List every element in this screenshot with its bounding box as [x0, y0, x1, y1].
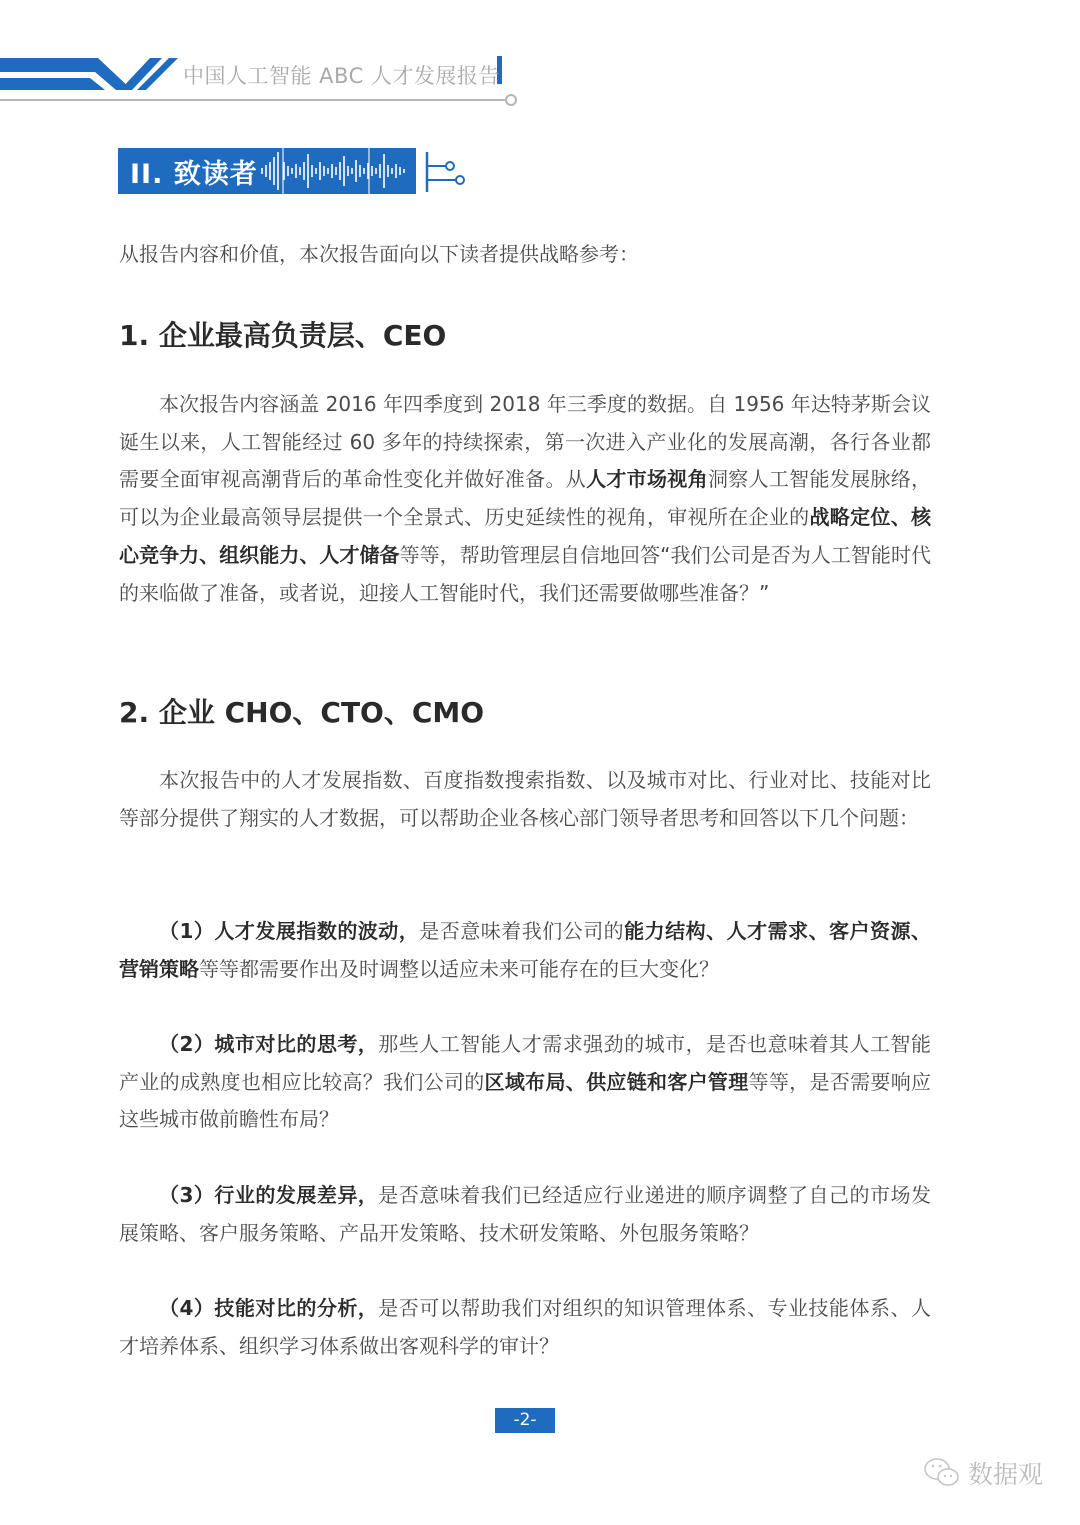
heading-cxo: 2. 企业 CHO、CTO、CMO	[119, 696, 485, 729]
intro-text: 从报告内容和价值，本次报告面向以下读者提供战略参考：	[119, 242, 639, 266]
text: 本次报告内容涵盖 2016 年四季度到 2018 年三季度的数据。自 1956 年达特茅斯会议诞生以来，人工智能经过 60 多年的持续探索，第一次进入产业化的发展高潮，各行各业都需要全面审视高潮背后的革命性变化并做好准备。从	[119, 392, 931, 492]
text: 是否可以帮助我们对组织的知识管理体系、专业技能体系、人才培养体系、组织学习体系做出客观科学的审计？	[119, 1296, 932, 1358]
sound-wave-icon	[258, 148, 416, 194]
question-4	[119, 1290, 931, 1365]
emphasis-text: （4）技能对比的分析，	[159, 1296, 379, 1320]
circuit-connector-icon	[424, 150, 468, 194]
text: 等等都需要作出及时调整以适应未来可能存在的巨大变化？	[199, 956, 719, 981]
wechat-watermark	[922, 1455, 1043, 1491]
text: 等等，帮助管理层自信地回答“我们公司是否为人工智能时代的来临做了准备，或者说，迎接人工智能时代，我们还需要做哪些准备？”	[119, 542, 931, 605]
question-1	[119, 913, 931, 988]
text: 洞察人工智能发展脉络，可以为企业最高领导层提供一个全景式、历史延续性的视角，审视所在企业的	[119, 467, 932, 530]
emphasis-text: （2）城市对比的思考，	[159, 1032, 379, 1056]
text: 是否意味着我们已经适应行业递进的顺序调整了自己的市场发展策略、客户服务策略、产品开发策略、技术研发策略、外包服务策略？	[119, 1183, 932, 1245]
report-title: 中国人工智能 ABC 人才发展报告	[183, 64, 500, 88]
ceo-paragraph	[119, 386, 931, 612]
emphasis-text: 能力结构、人才需求、客户资源、营销策略	[119, 919, 932, 981]
wechat-icon	[922, 1455, 962, 1491]
question-3	[119, 1177, 931, 1252]
question-2	[119, 1026, 931, 1139]
text: 是否意味着我们公司的	[419, 919, 625, 943]
report-header	[0, 48, 530, 108]
cxo-paragraph: 本次报告中的人才发展指数、百度指数搜索指数、以及城市对比、行业对比、技能对比等部分提供了翔实的人才数据，可以帮助企业各核心部门领导者思考和回答以下几个问题：	[119, 768, 931, 830]
emphasis-text: （3）行业的发展差异，	[159, 1183, 379, 1207]
emphasis-text: （1）人才发展指数的波动，	[159, 919, 420, 943]
heading-ceo: 1. 企业最高负责层、CEO	[119, 319, 447, 352]
watermark-text: 数据观	[968, 1460, 1044, 1489]
section-banner	[118, 148, 416, 194]
emphasis-text: 战略定位、核心竞争力、组织能力、人才储备	[119, 505, 932, 567]
text: 那些人工智能人才需求强劲的城市，是否也意味着其人工智能产业的成熟度也相应比较高？我们公司的	[119, 1032, 932, 1094]
emphasis-text: 区域布局、供应链和客户管理	[484, 1069, 749, 1094]
emphasis-text: 人才市场视角	[586, 467, 708, 492]
section-title: II. 致读者	[130, 158, 258, 190]
page-number: -2-	[495, 1408, 555, 1433]
text: 等等，是否需要响应这些城市做前瞻性布局？	[119, 1069, 932, 1132]
